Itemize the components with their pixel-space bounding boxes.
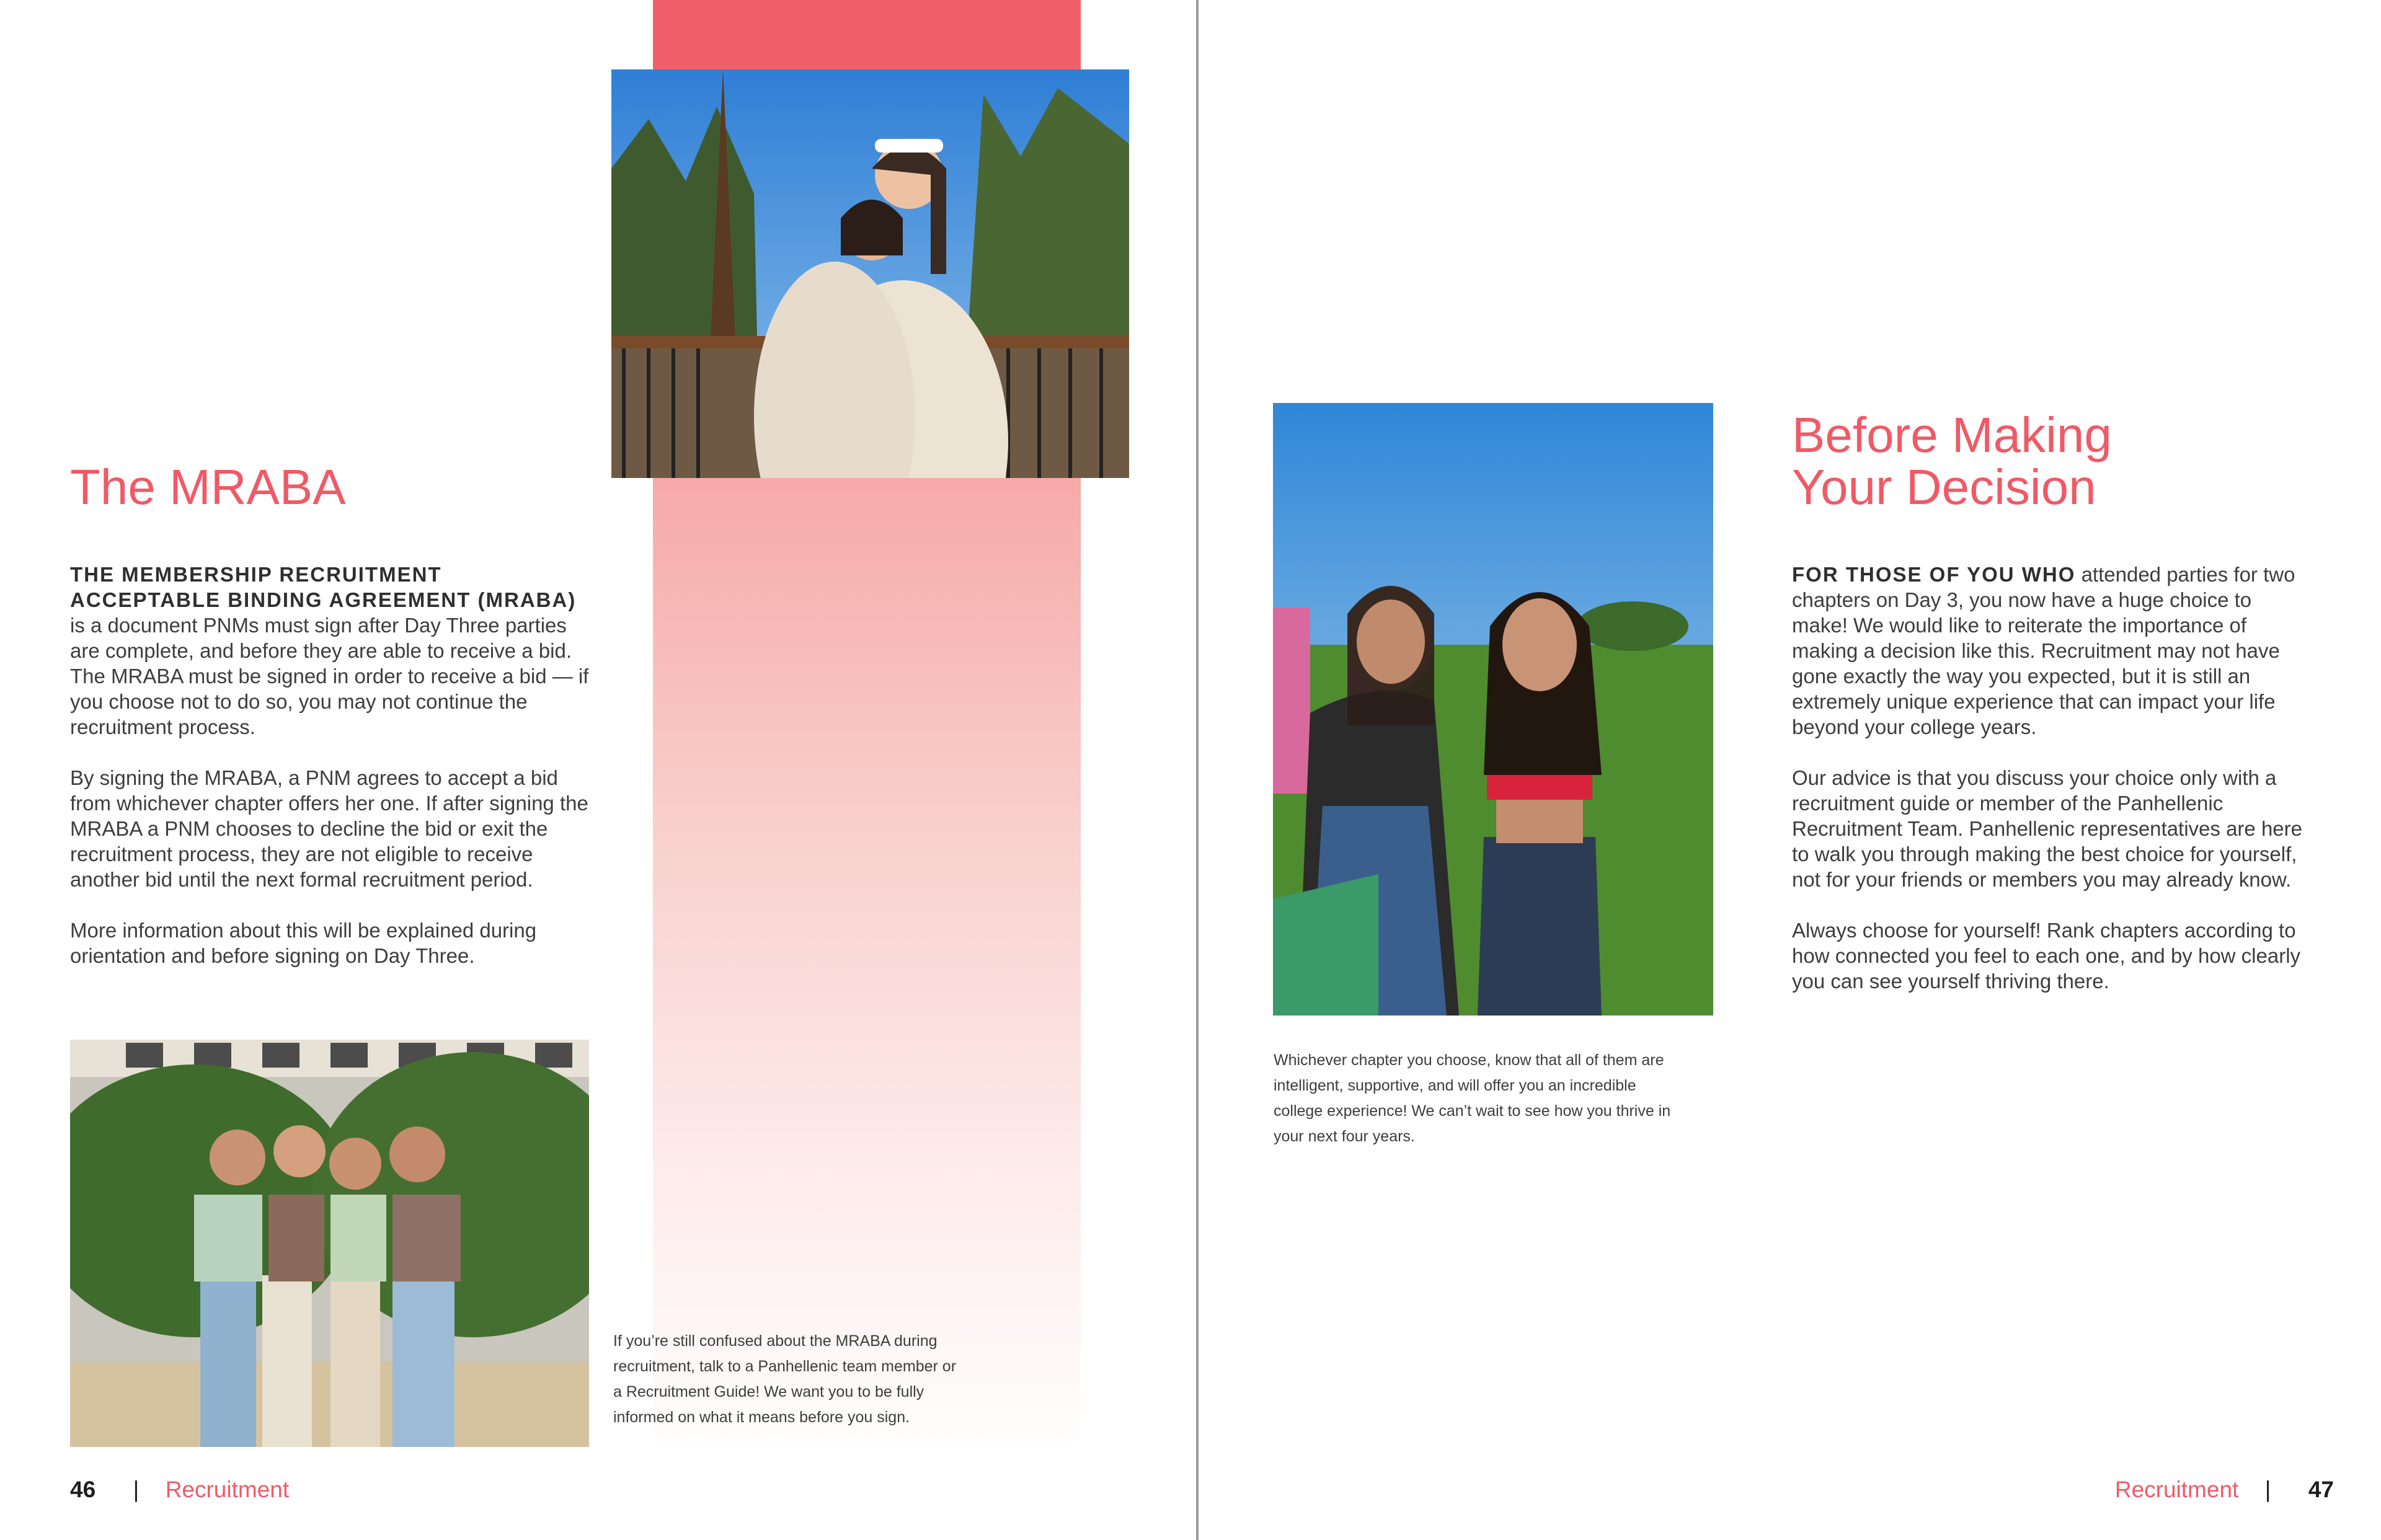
page-number-left: 46 [70, 1477, 96, 1502]
photo-two-friends-hugging [611, 69, 1129, 478]
photo-two-friends-on-field [1273, 403, 1713, 1016]
title-line-2: Your Decision [1792, 459, 2096, 515]
footer-separator-right: | [2264, 1477, 2271, 1502]
photo-four-friends-group-hug [70, 1040, 589, 1447]
decision-paragraph-1 [1792, 562, 2313, 740]
footer-section-label-right: Recruitment [2114, 1477, 2239, 1502]
mraba-caption: If you’re still confused about the MRABA during recruitment, talk to a Panhellenic team member or a Recruitment Guide! We want you to be fully informed on what it means before you sign. [613, 1332, 957, 1426]
page-title-before-making-decision [1792, 409, 2112, 513]
title-line-1: Before Making [1792, 407, 2112, 462]
left-page-footer [70, 1477, 289, 1503]
decision-caption: Whichever chapter you choose, know that all of them are intelligent, supportive, and will offer you an incredible college experience! We can’t wait to see how you thrive in your next four years. [1274, 1051, 1671, 1145]
decision-paragraph-2: Our advice is that you discuss your choice only with a recruitment guide or member of the Panhellenic Recruitment Team. Panhellenic representatives are here to walk you through making the best choice for yourself, not for your friends or members you may already know. [1792, 766, 2302, 891]
decision-paragraph-3: Always choose for yourself! Rank chapters according to how connected you feel to each one, and by how clearly you can see yourself thriving there. [1792, 919, 2301, 993]
mraba-paragraph-1: is a document PNMs must sign after Day Three parties are complete, and before they are able to receive a bid. The MRABA must be signed in order to receive a bid — if you choose not to do so, you may not continue the recruitment process. [70, 614, 589, 738]
mraba-paragraph-3: More information about this will be explained during orientation and before signing on Day Three. [70, 919, 537, 967]
page-spine-divider [1196, 0, 1199, 1540]
right-page-footer [2115, 1477, 2334, 1503]
page-number-right: 47 [2308, 1477, 2334, 1502]
decision-paragraph-1-text: attended parties for two chapters on Day 3, you now have a huge choice to make! We would like to reiterate the importance of making a decision like this. Recruitment may not have gone exactly the way you expected, but it is still an extremely unique experience that can impact your life beyond your college years. [1792, 563, 2295, 738]
pink-band-gradient [653, 477, 1081, 1469]
decision-lead: FOR THOSE OF YOU WHO [1792, 563, 2076, 586]
pink-band-top [653, 0, 1081, 69]
mraba-lead-line-2: ACCEPTABLE BINDING AGREEMENT (MRABA) [70, 588, 577, 611]
mraba-body [70, 562, 591, 994]
mraba-paragraph-2: By signing the MRABA, a PNM agrees to accept a bid from whichever chapter offers her one. If after signing the MRABA a PNM chooses to decline the bid or exit the recruitment process, they are not eligible to receive another bid until the next formal recruitment period. [70, 766, 588, 891]
mraba-lead-line-1: THE MEMBERSHIP RECRUITMENT [70, 563, 442, 586]
page-title-mraba: The MRABA [70, 459, 346, 515]
footer-separator-left: | [133, 1477, 140, 1502]
decision-body [1792, 562, 2313, 1019]
footer-section-label-left: Recruitment [165, 1477, 290, 1502]
